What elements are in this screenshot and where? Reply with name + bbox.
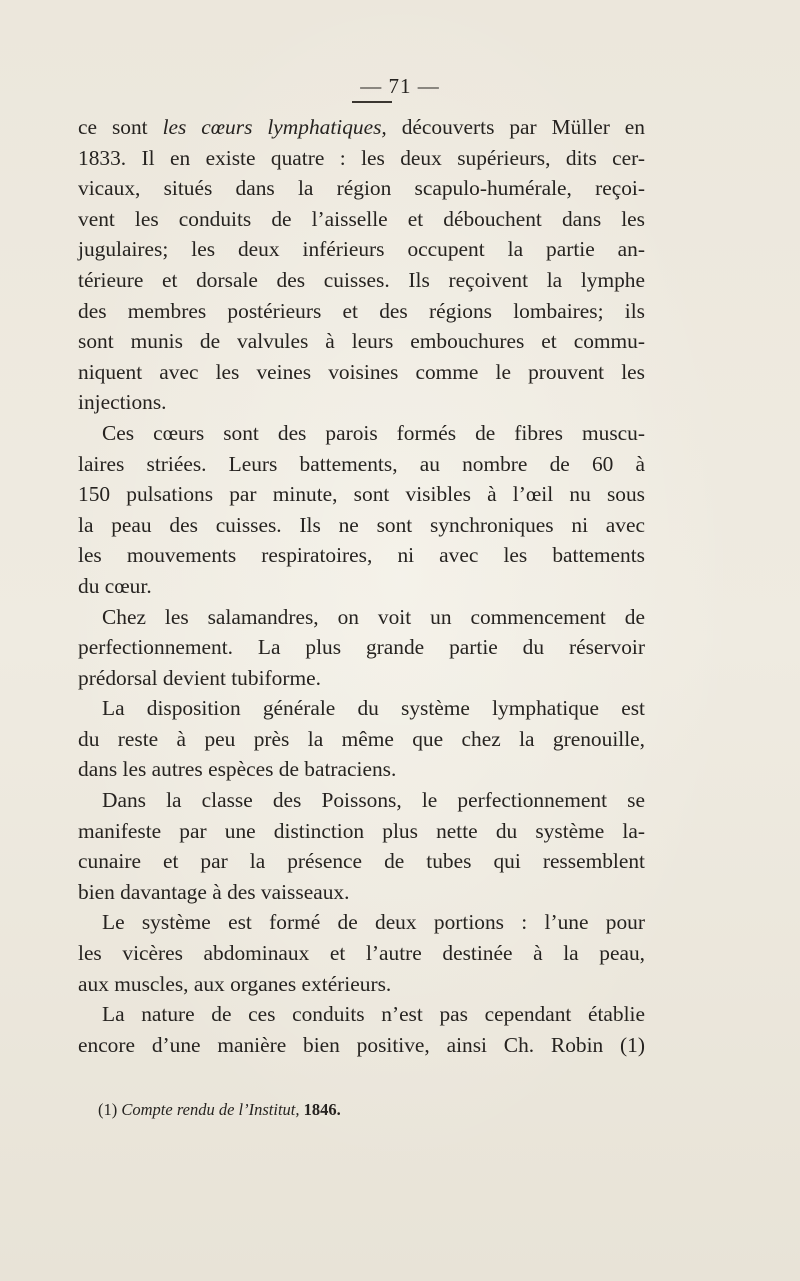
text-line: vent les conduits de l’aisselle et débouchent dans les <box>78 206 645 231</box>
text-line: encore d’une manière bien positive, ainsi Ch. Robin (1) <box>78 1032 645 1057</box>
body-text <box>78 112 645 1060</box>
italic-term: les cœurs lymphatiques, <box>162 115 387 139</box>
text-line: Chez les salamandres, on voit un commencement de <box>102 604 645 629</box>
footnote-title: Compte rendu de l’Institut, <box>121 1100 300 1119</box>
text-line: du reste à peu près la même que chez la grenouille, <box>78 726 645 751</box>
footnote <box>98 1100 341 1120</box>
text-line: les mouvements respiratoires, ni avec les battements <box>78 543 645 568</box>
page-number: — 71 — <box>360 74 440 98</box>
text-line: des membres postérieurs et des régions lombaires; ils <box>78 298 645 323</box>
text-line: sont munis de valvules à leurs embouchures et commu- <box>78 329 645 354</box>
line-text: découverts par Müller en <box>386 115 645 139</box>
text-line: 150 pulsations par minute, sont visibles à l’œil nu sous <box>78 482 645 507</box>
text-line: manifeste par une distinction plus nette du système la- <box>78 818 645 843</box>
text-line: injections. <box>78 390 167 415</box>
text-line: dans les autres espèces de batraciens. <box>78 757 397 782</box>
text-line: La nature de ces conduits n’est pas cependant établie <box>102 1002 645 1027</box>
text-line: laires striées. Leurs battements, au nombre de 60 à <box>78 451 645 476</box>
page-number-rule <box>352 101 392 103</box>
text-line: térieure et dorsale des cuisses. Ils reçoivent la lymphe <box>78 267 645 292</box>
text-line: prédorsal devient tubiforme. <box>78 665 321 690</box>
text-line: du cœur. <box>78 573 152 598</box>
text-line <box>78 112 645 143</box>
text-line: vicaux, situés dans la région scapulo-humérale, reçoi- <box>78 176 645 201</box>
text-line: 1833. Il en existe quatre : les deux supérieurs, dits cer- <box>78 145 645 170</box>
footnote-marker: (1) <box>98 1100 118 1119</box>
text-line: les vicères abdominaux et l’autre destinée à la peau, <box>78 941 645 966</box>
line-text: ce sont <box>78 115 163 139</box>
text-line: La disposition générale du système lymphatique est <box>102 696 645 721</box>
text-line: bien davantage à des vaisseaux. <box>78 879 350 904</box>
text-line: Ces cœurs sont des parois formés de fibres muscu- <box>102 420 645 445</box>
text-line: niquent avec les veines voisines comme le prouvent les <box>78 359 645 384</box>
text-line: la peau des cuisses. Ils ne sont synchroniques ni avec <box>78 512 645 537</box>
footnote-year: 1846. <box>303 1100 341 1119</box>
text-line: aux muscles, aux organes extérieurs. <box>78 971 392 996</box>
text-line: cunaire et par la présence de tubes qui ressemblent <box>78 849 645 874</box>
text-line: jugulaires; les deux inférieurs occupent la partie an- <box>78 237 645 262</box>
text-line: Dans la classe des Poissons, le perfectionnement se <box>102 788 645 813</box>
text-line: Le système est formé de deux portions : l’une pour <box>102 910 645 935</box>
text-line: perfectionnement. La plus grande partie du réservoir <box>78 635 645 660</box>
